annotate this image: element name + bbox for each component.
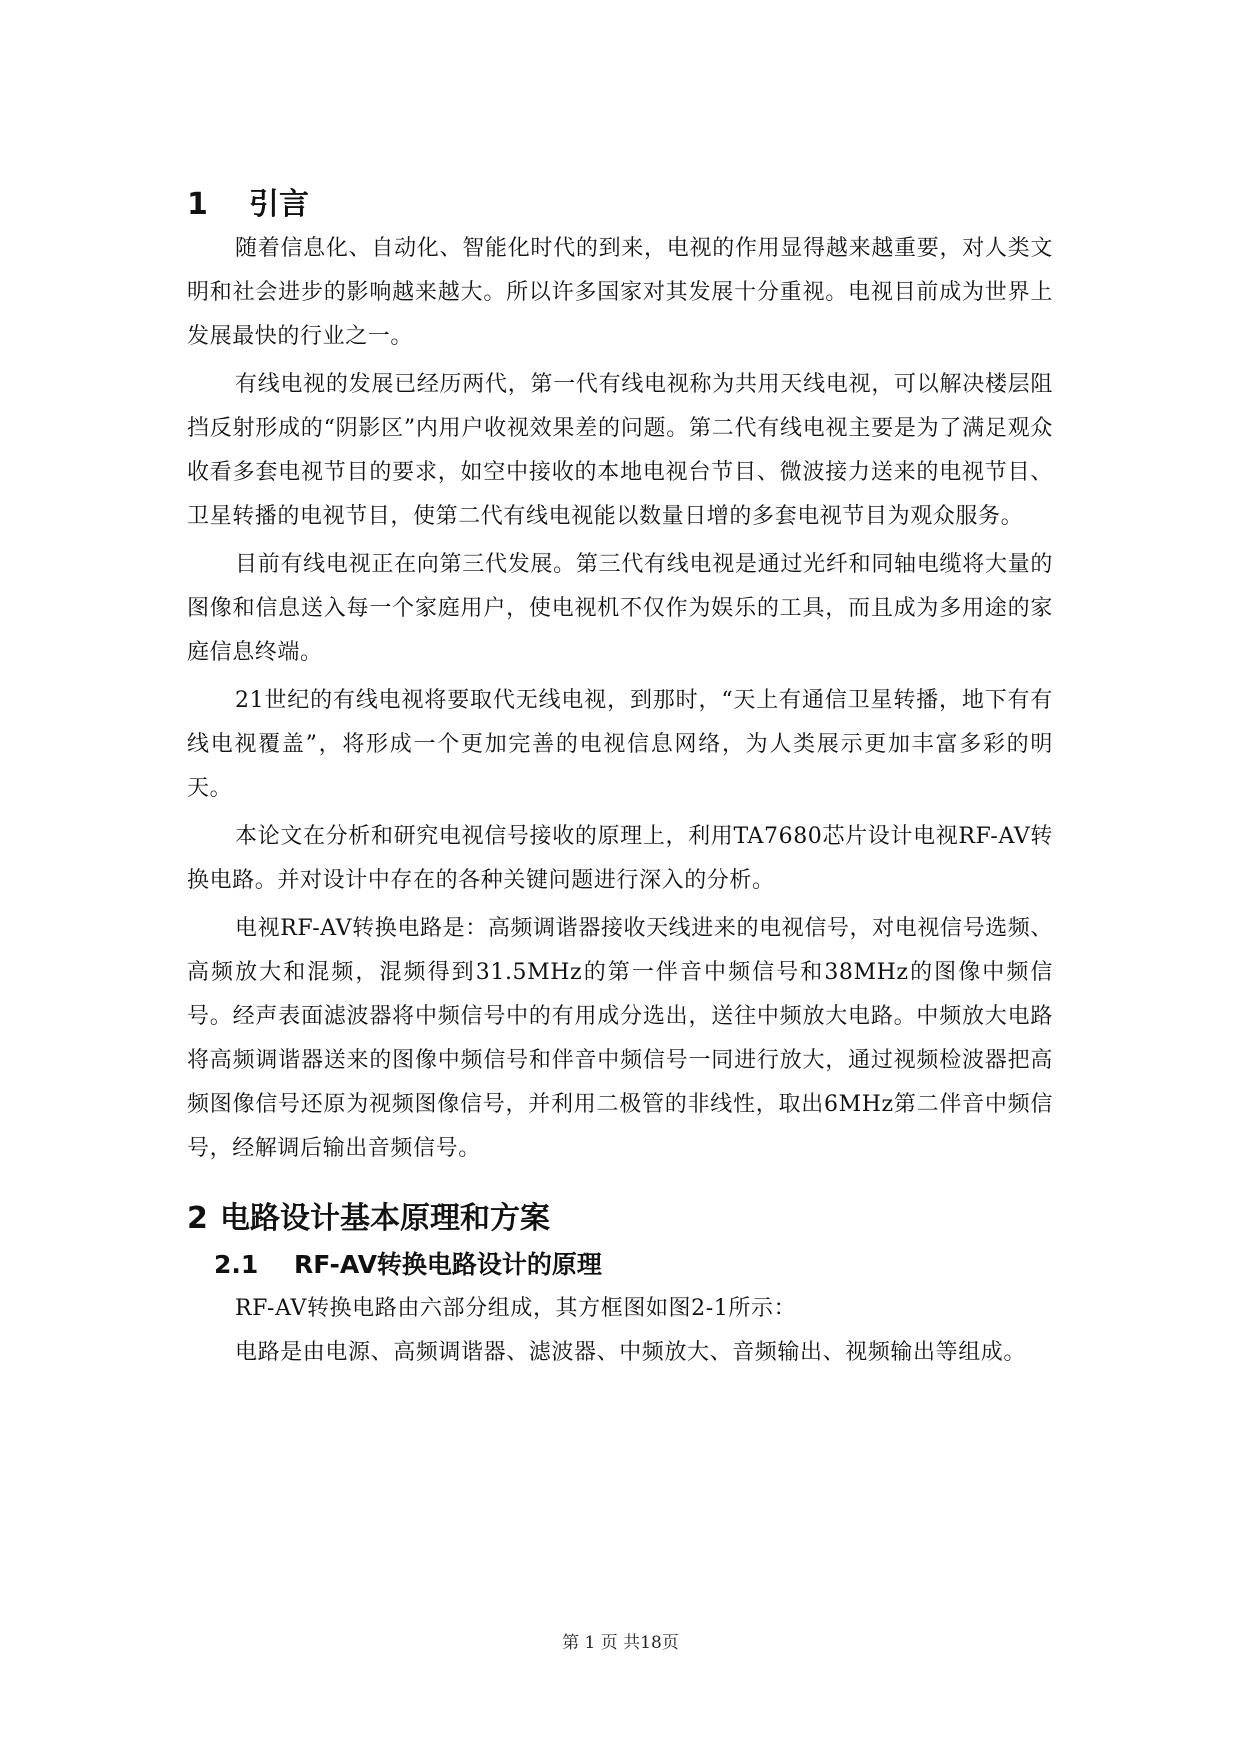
subsection-2-1-number: 2.1: [214, 1250, 259, 1279]
subsection-2-1-heading: [214, 1245, 1053, 1285]
paragraph: RF-AV转换电路由六部分组成，其方框图如图2-1所示：: [235, 1296, 797, 1321]
paragraph: 有线电视的发展已经历两代，第一代有线电视称为共用天线电视，可以解决楼层阻挡反射形成的“阴影区”内用户收视效果差的问题。第二代有线电视主要是为了满足观众收看多套电视节目的要求，如空中接收的本地电视台节目、微波接力送来的电视节目、卫星转播的电视节目，使第二代有线电视能以数量日增的多套电视节目为观众服务。: [187, 372, 1053, 529]
section-2-title: 电路设计基本原理和方案: [220, 1201, 550, 1236]
paragraph: 目前有线电视正在向第三代发展。第三代有线电视是通过光纤和同轴电缆将大量的图像和信息送入每一个家庭用户，使电视机不仅作为娱乐的工具，而且成为多用途的家庭信息终端。: [187, 552, 1053, 665]
section-2-number: 2: [187, 1201, 208, 1236]
paragraph: 21世纪的有线电视将要取代无线电视，到那时，“天上有通信卫星转播，地下有有线电视覆盖”，将形成一个更加完善的电视信息网络，为人类展示更加丰富多彩的明天。: [187, 688, 1053, 801]
paragraph: 本论文在分析和研究电视信号接收的原理上，利用TA7680芯片设计电视RF-AV转换电路。并对设计中存在的各种关键问题进行深入的分析。: [187, 824, 1053, 893]
document-body: [187, 185, 1053, 1375]
section-1-title: 引言: [249, 187, 309, 222]
page-footer: 第 1 页 共18页: [562, 1633, 679, 1653]
paragraph: 随着信息化、自动化、智能化时代的到来，电视的作用显得越来越重要，对人类文明和社会进步的影响越来越大。所以许多国家对其发展十分重视。电视目前成为世界上发展最快的行业之一。: [187, 236, 1053, 349]
section-1-heading: [187, 185, 1053, 225]
section-1-number: 1: [187, 187, 208, 222]
paragraph: 电路是由电源、高频调谐器、滤波器、中频放大、音频输出、视频输出等组成。: [235, 1340, 1027, 1365]
subsection-2-1-title: RF-AV转换电路设计的原理: [294, 1250, 602, 1279]
section-2-heading: [187, 1199, 1053, 1239]
paragraph: 电视RF-AV转换电路是：高频调谐器接收天线进来的电视信号，对电视信号选频、高频放大和混频，混频得到31.5MHz的第一伴音中频信号和38MHz的图像中频信号。经声表面滤波器将中频信号中的有用成分选出，送往中频放大电路。中频放大电路将高频调谐器送来的图像中频信号和伴音中频信号一同进行放大，通过视频检波器把高频图像信号还原为视频图像信号，并利用二极管的非线性，取出6MHz第二伴音中频信号，经解调后输出音频信号。: [187, 916, 1053, 1161]
